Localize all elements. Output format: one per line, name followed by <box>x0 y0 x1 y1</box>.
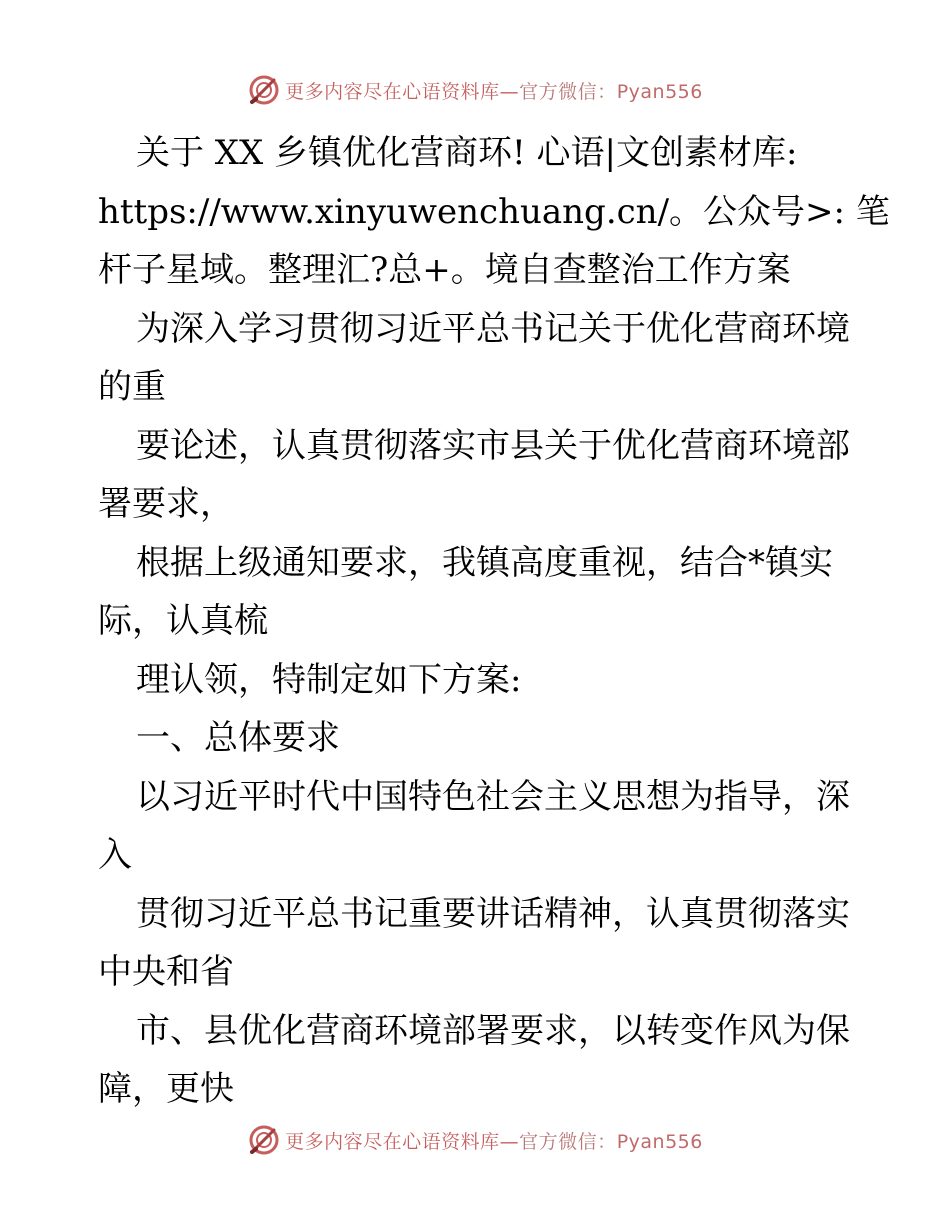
brush-logo-icon <box>247 1123 281 1157</box>
body-line: 障，更快 <box>98 1069 234 1109</box>
banner-text <box>285 1127 703 1154</box>
body-line: 关于 XX 乡镇优化营商环! 心语|文创素材库: <box>136 133 798 173</box>
footer-watermark-banner <box>0 1120 950 1160</box>
header-watermark-banner <box>0 70 950 110</box>
brush-logo-icon <box>247 73 281 107</box>
banner-wechat-id: Pyan556 <box>616 1130 703 1153</box>
body-line: 署要求， <box>98 484 234 524</box>
document-body <box>98 124 890 1119</box>
banner-wechat-label: 官方微信： <box>519 80 617 103</box>
body-line: 为深入学习贯彻习近平总书记关于优化营商环境 <box>136 308 850 349</box>
banner-dash: — <box>499 1130 520 1153</box>
body-line: 要论述，认真贯彻落实市县关于优化营商环境部 <box>136 425 850 466</box>
body-line: 以习近平时代中国特色社会主义思想为指导，深 <box>136 776 850 817</box>
body-line: 的重 <box>98 367 166 407</box>
body-line: 际，认真梳 <box>98 601 268 641</box>
banner-main-text: 更多内容尽在心语资料库 <box>285 1130 500 1153</box>
body-line: 贯彻习近平总书记重要讲话精神，认真贯彻落实 <box>136 893 850 934</box>
banner-wechat-id: Pyan556 <box>616 80 703 103</box>
body-line: 杆子星域。整理汇?总+。境自查整治工作方案 <box>98 250 791 290</box>
body-line: https://www.xinyuwenchuang.cn/。公众号>: 笔 <box>98 191 890 232</box>
body-line: 根据上级通知要求，我镇高度重视，结合*镇实 <box>136 542 833 583</box>
banner-main-text: 更多内容尽在心语资料库 <box>285 80 500 103</box>
banner-wechat-label: 官方微信： <box>519 1130 617 1153</box>
body-line: 市、县优化营商环境部署要求，以转变作风为保 <box>136 1010 850 1051</box>
body-line: 入 <box>98 835 132 875</box>
section-heading: 一、总体要求 <box>136 718 340 758</box>
banner-dash: — <box>499 80 520 103</box>
body-line: 理认领，特制定如下方案: <box>136 659 522 700</box>
banner-text <box>285 77 703 104</box>
body-line: 中央和省 <box>98 952 234 992</box>
